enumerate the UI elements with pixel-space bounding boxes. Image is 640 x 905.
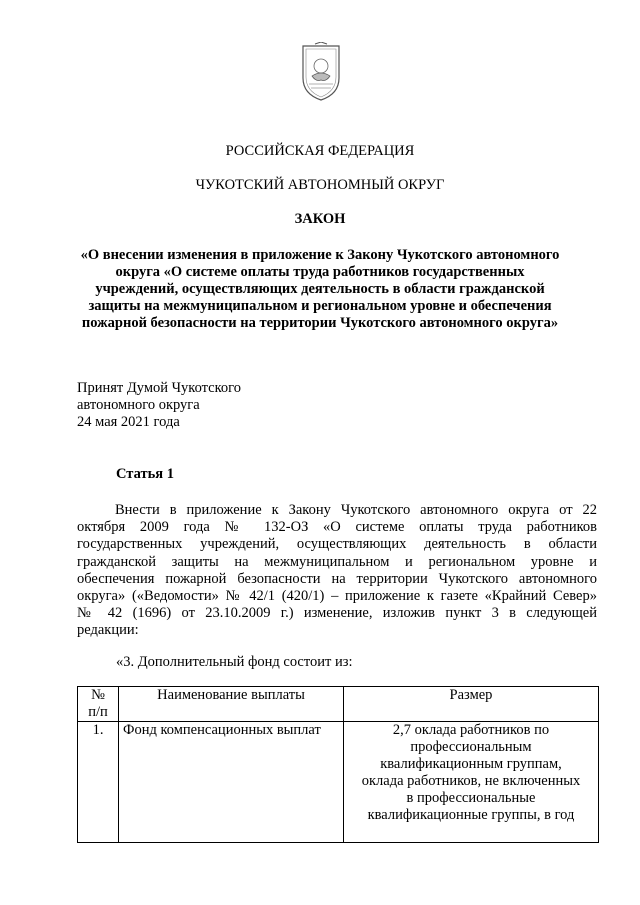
paragraph-line: государственных учреждений, осуществляющих деятельность в области [77,536,597,553]
header-country: РОССИЙСКАЯ ФЕДЕРАЦИЯ [225,143,415,159]
row-size [344,722,599,843]
paragraph-line: округа» («Ведомости» № 42/1 (420/1) – приложение к газете «Крайний Север» [77,587,597,604]
row-size-line: квалификационные группы, в год [367,807,575,823]
header-region: ЧУКОТСКИЙ АВТОНОМНЫЙ ОКРУГ [195,177,445,193]
adoption-date: 24 мая 2021 года [77,414,180,430]
row-size-line: 2,7 оклада работников по [392,722,550,738]
header-num-line: № [91,687,105,703]
paragraph-line: обеспечения пожарной безопасности на территории Чукотского автономного [77,570,597,587]
adoption-info [77,380,241,431]
article-paragraph [77,502,597,640]
row-size-line: в профессиональные [406,790,536,806]
row-size-line: оклада работников, не включенных [361,773,581,789]
row-num: 1. [78,722,119,843]
document-type: ЗАКОН [294,211,346,227]
paragraph-line: Внести в приложение к Закону Чукотского автономного округа от 22 [115,502,597,518]
header-name: Наименование выплаты [119,687,344,722]
header-size: Размер [344,687,599,722]
adoption-line: Принят Думой Чукотского [77,380,242,396]
law-title-line: «О внесении изменения в приложение к Закону Чукотского автономного [80,247,560,263]
payment-table [77,686,599,843]
law-title-line: защиты на межмуниципальном и региональном уровне и обеспечения [88,298,552,314]
paragraph-line: редакции: [77,622,139,639]
paragraph-line: № 42 (1696) от 23.10.2009 г.) изменение, изложив пункт 3 в следующей [77,605,597,622]
header-num-line: п/п [88,704,108,720]
table-header-row [78,687,599,722]
paragraph-line: гражданской защиты на межмуниципальном и региональном уровне и [77,553,597,570]
row-name: Фонд компенсационных выплат [119,722,344,843]
table-row [78,722,599,843]
quote-intro: «3. Дополнительный фонд состоит из: [116,654,353,670]
law-title-line: пожарной безопасности на территории Чукотского автономного округа» [81,315,559,331]
row-size-line: квалификационным группам, [380,756,562,772]
article-heading: Статья 1 [116,466,174,482]
paragraph-line: октября 2009 года № 132-ОЗ «О системе оплаты труда работников [77,519,597,536]
row-size-line: профессиональным [410,739,532,755]
law-title [80,247,560,332]
adoption-line: автономного округа [77,397,200,413]
law-title-line: округа «О системе оплаты труда работников государственных [115,264,525,280]
coat-of-arms-icon [299,42,343,104]
header-num [78,687,119,722]
law-title-line: учреждений, осуществляющих деятельность в области гражданской [95,281,545,297]
